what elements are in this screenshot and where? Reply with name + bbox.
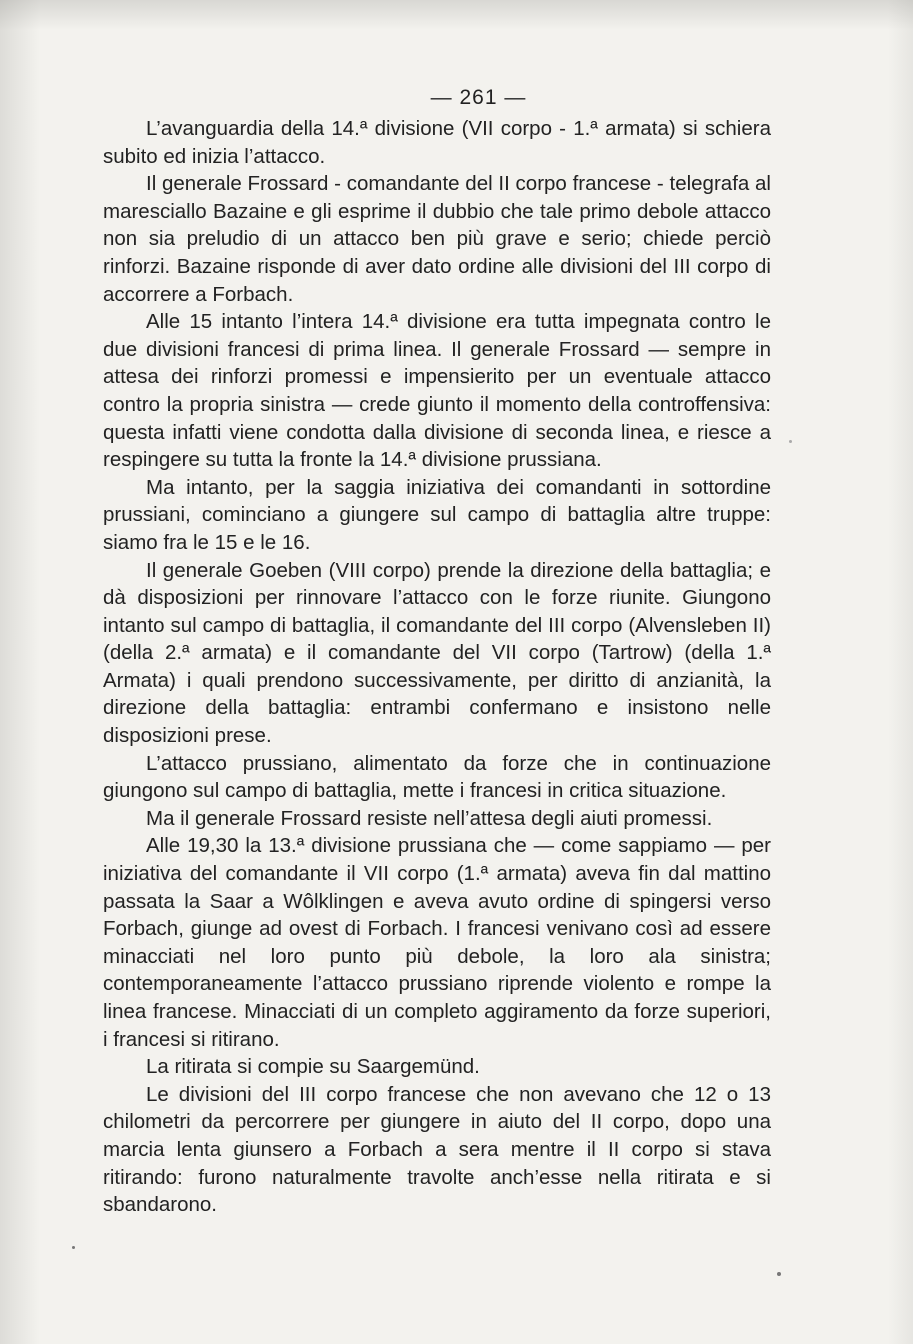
paragraph: L’attacco prussiano, alimentato da forze che in continuazione giungono sul campo di battaglia, mette i francesi in critica situazione.	[103, 751, 771, 803]
paragraph: Il generale Frossard - comandante del II corpo francese - telegrafa al maresciallo Bazaine e gli esprime il dubbio che tale primo debole attacco non sia preludio di un attacco ben più grave e serio; chiede perciò rinforzi. Bazaine risponde di aver dato ordine alle divisioni del III corpo di accorrere a Forbach.	[103, 172, 771, 306]
body-text	[103, 115, 771, 1219]
paragraph: La ritirata si compie su Saargemünd.	[146, 1055, 480, 1079]
paragraph: Alle 19,30 la 13.ª divisione prussiana che — come sappiamo — per iniziativa del comandante il VII corpo (1.ª armata) aveva fin dal mattino passata la Saar a Wôlklingen e aveva avuto ordine di spingersi verso Forbach, giunge ad ovest di Forbach. I francesi venivano così ad essere minacciati nel loro punto più debole, la loro ala sinistra; contemporaneamente l’attacco prussiano riprende violento e rompe la linea francese. Minacciati di un completo aggiramento da forze superiori, i francesi si ritirano.	[103, 834, 771, 1051]
paragraph: Alle 15 intanto l’intera 14.ª divisione era tutta impegnata contro le due divisioni francesi di prima linea. Il generale Frossard — sempre in attesa dei rinforzi promessi e impensierito per un eventuale attacco contro la propria sinistra — crede giunto il momento della controffensiva: questa infatti viene condotta dalla divisione di seconda linea, e riesce a respingere su tutta la fronte la 14.ª divisione prussiana.	[103, 310, 771, 472]
paragraph: Ma il generale Frossard resiste nell’attesa degli aiuti promessi.	[146, 806, 713, 830]
paragraph: Le divisioni del III corpo francese che non avevano che 12 o 13 chilometri da percorrere per giungere in aiuto del II corpo, dopo una marcia lenta giunsero a Forbach a sera mentre il II corpo si stava ritirando: furono naturalmente travolte anch’esse nella ritirata e si sbandarono.	[103, 1082, 771, 1217]
dust-speck	[789, 440, 792, 443]
paragraph: Ma intanto, per la saggia iniziativa dei comandanti in sottordine prussiani, cominciano a giungere sul campo di battaglia altre truppe: siamo fra le 15 e le 16.	[103, 475, 771, 554]
paragraph: Il generale Goeben (VIII corpo) prende la direzione della battaglia; e dà disposizioni per rinnovare l’attacco con le forze riunite. Giungono intanto sul campo di battaglia, il comandante del III corpo (Alvensleben II) (della 2.ª armata) e il comandante del VII corpo (Tartrow) (della 1.ª Armata) i quali prendono successivamente, per diritto di anzianità, la direzione della battaglia: entrambi confermano e insistono nelle disposizioni prese.	[103, 558, 771, 748]
paragraph: L’avanguardia della 14.ª divisione (VII corpo - 1.ª armata) si schiera subito ed inizia l’attacco.	[103, 117, 771, 168]
dust-speck	[777, 1272, 781, 1276]
dust-speck	[72, 1246, 75, 1249]
page-number: — 261 —	[430, 86, 527, 109]
